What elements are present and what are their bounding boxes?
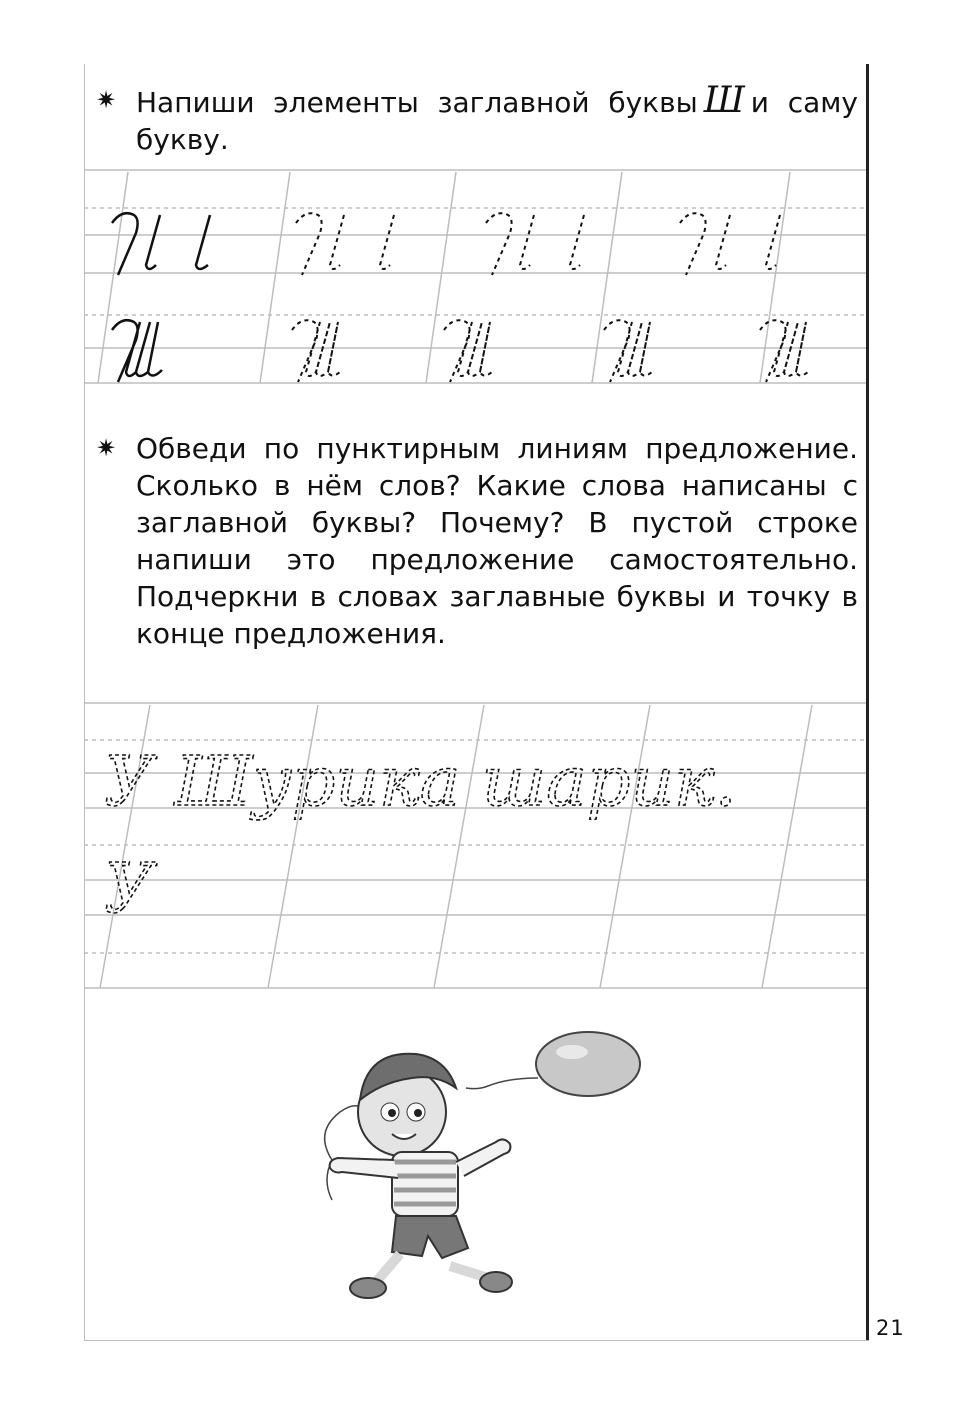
task-1-text-after: и саму букву. <box>136 86 859 156</box>
boy-with-balloon-illustration <box>310 1020 650 1310</box>
tracing-first-letter: У <box>104 850 154 929</box>
page-number: 21 <box>876 1316 905 1340</box>
task-2-text: Обведи по пунктирным линиям предложение. Сколько в нём слов? Какие слова написаны с заглавной буквы? Почему? В пустой строке напиши это предложение самостоятельно. Подчеркни в словах заглавные буквы и точку в конце предложения. <box>136 432 858 650</box>
tracing-sentence: У Шурика шарик. <box>104 743 737 822</box>
bullet-star-icon: ✷ <box>96 86 117 114</box>
bullet-star-icon: ✷ <box>96 434 117 462</box>
task-1-text-before: Напиши элементы заглавной буквы <box>136 86 698 119</box>
letter-sample: Ш <box>703 80 745 121</box>
